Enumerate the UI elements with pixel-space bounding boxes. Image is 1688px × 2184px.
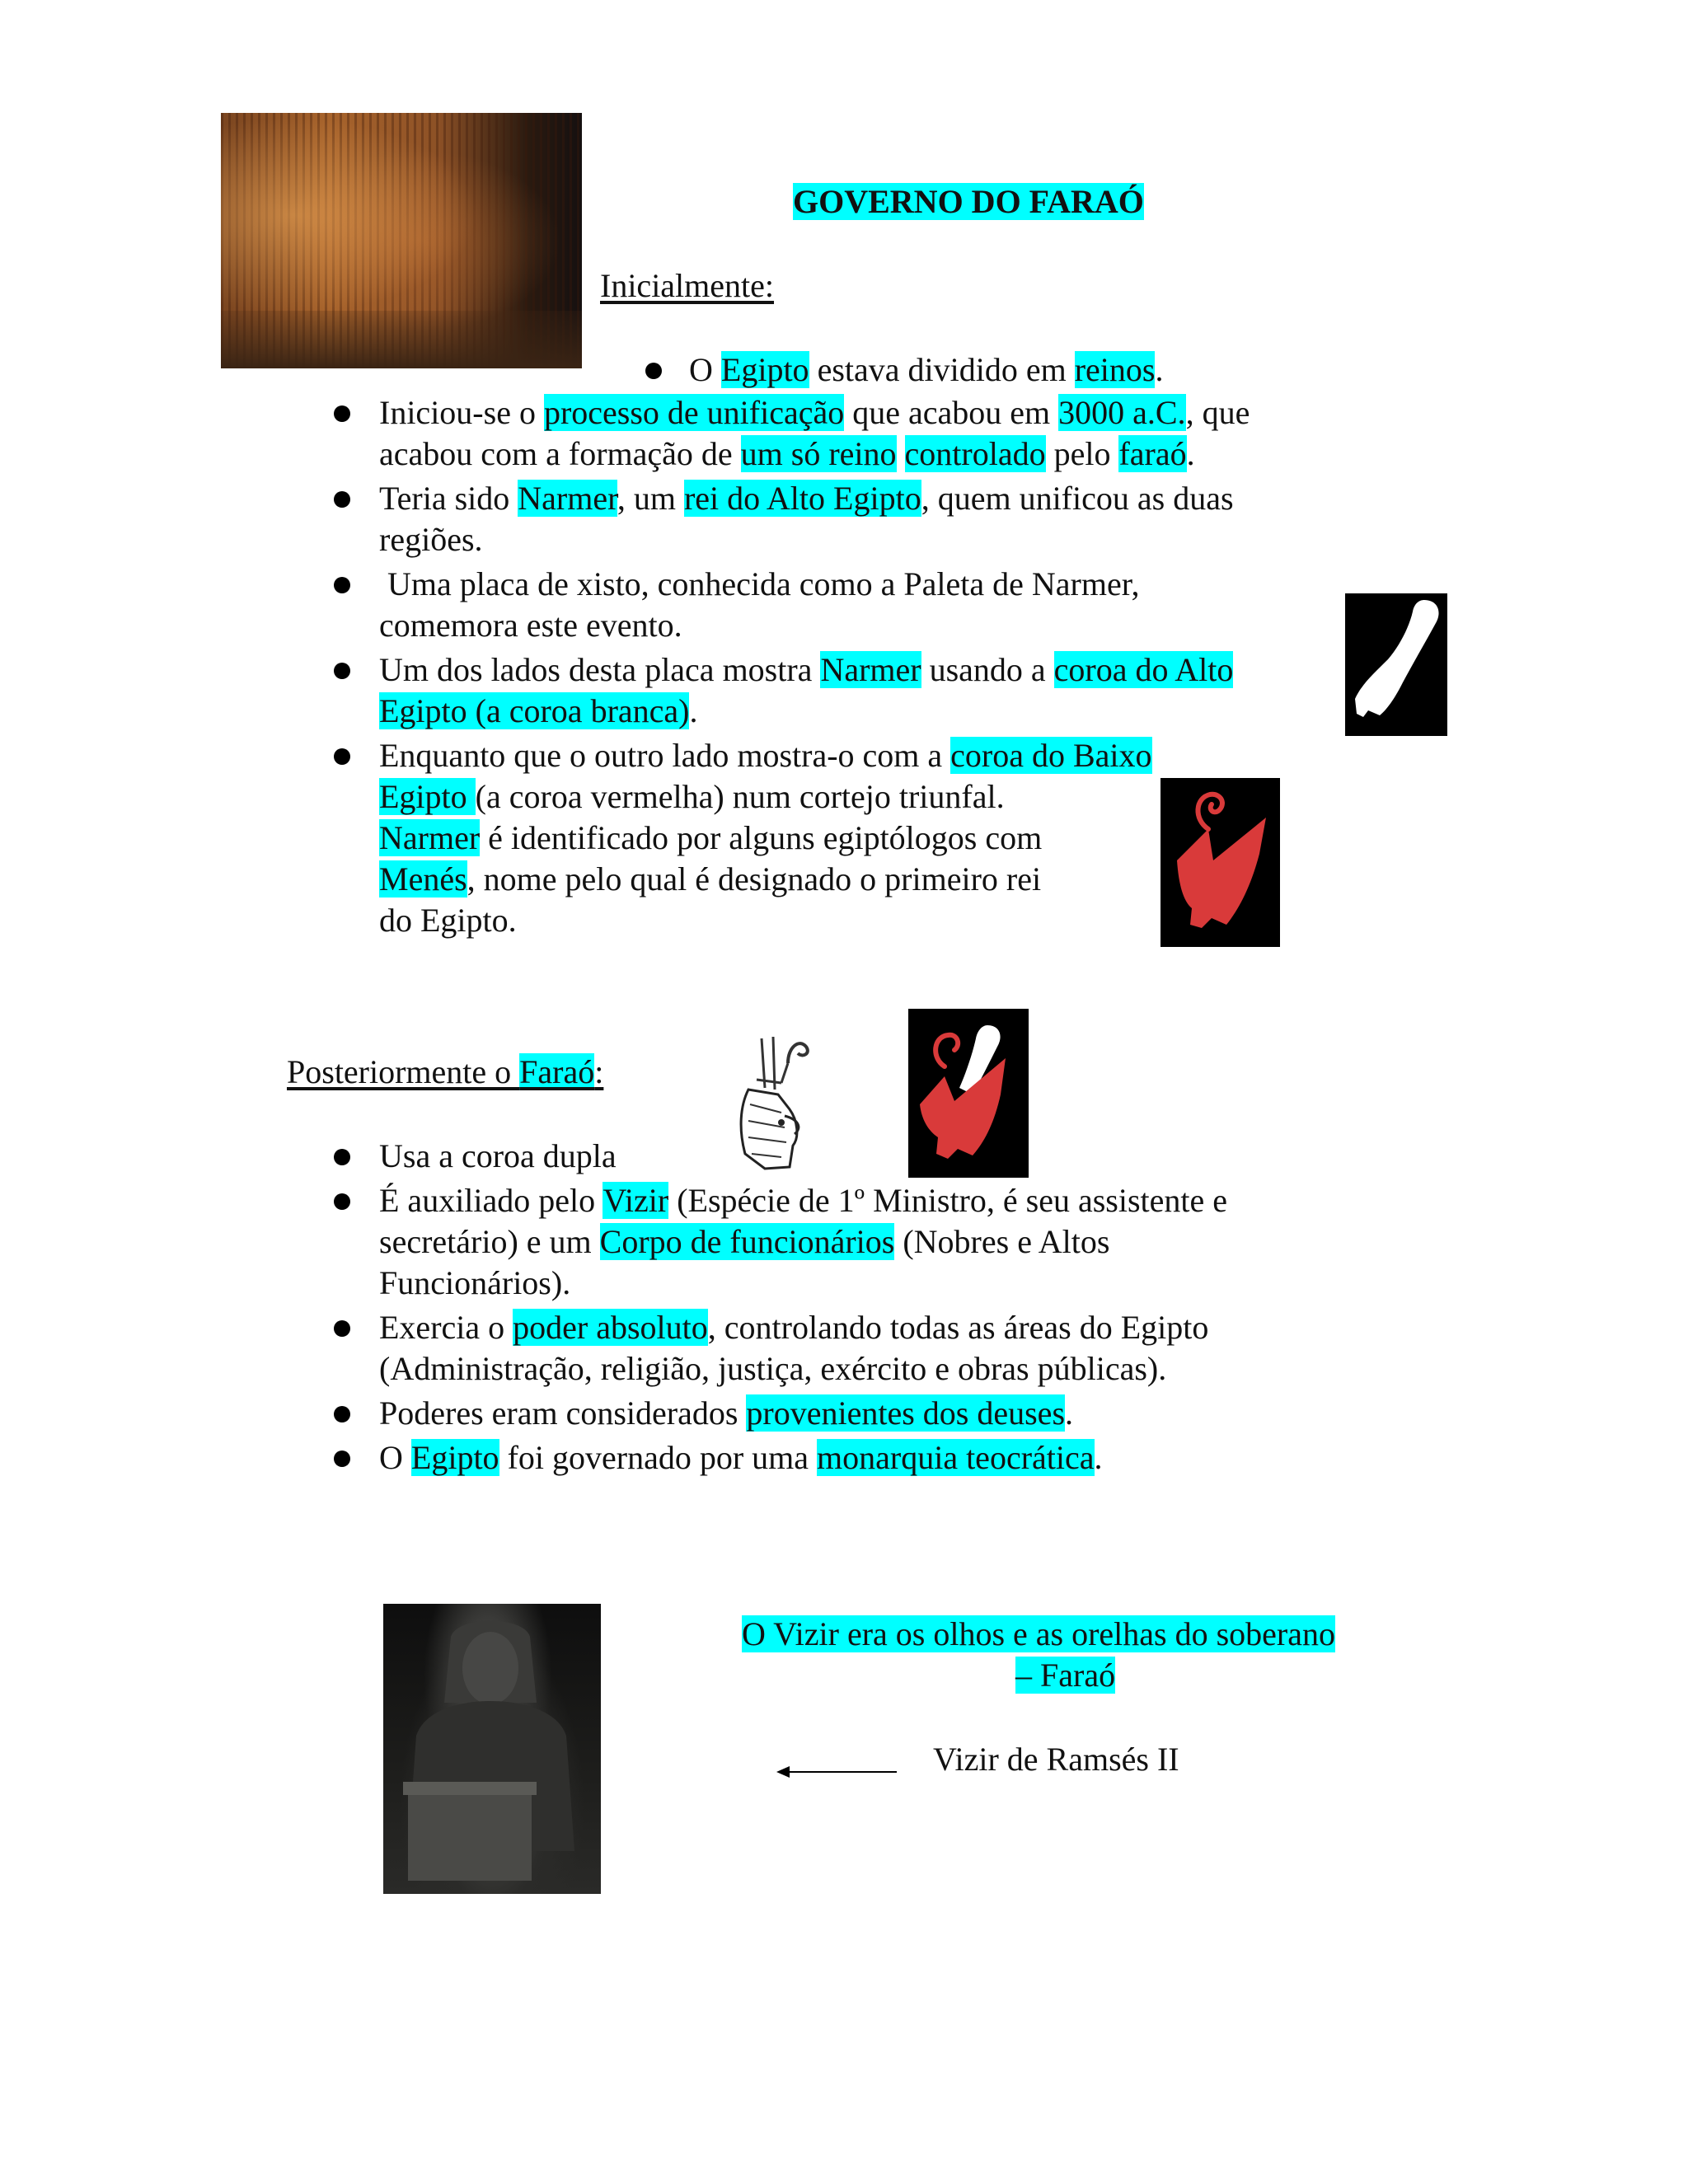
s1-bullet6-line4: Menés, nome pelo qual é designado o primeiro rei bbox=[379, 860, 1042, 898]
title-text: GOVERNO DO FARAÓ bbox=[793, 183, 1144, 220]
bullet-dot bbox=[334, 1149, 350, 1165]
s1-bullet4-line2: comemora este evento. bbox=[379, 607, 682, 644]
s1-bullet4-line1: Uma placa de xisto, conhecida como a Paleta de Narmer, bbox=[379, 565, 1140, 602]
s1-bullet3-line2: regiões. bbox=[379, 521, 483, 558]
s2-bullet2-line3: Funcionários). bbox=[379, 1264, 571, 1301]
s2-bullet5-line1: O Egipto foi governado por uma monarquia teocrática. bbox=[379, 1439, 1103, 1476]
red-crown-icon bbox=[1160, 778, 1280, 947]
s1-bullet2-line2: acabou com a formação de um só reino controlado pelo faraó. bbox=[379, 435, 1195, 472]
left-arrow-icon bbox=[775, 1750, 898, 1770]
vizir-quote-line2: – Faraó bbox=[1015, 1657, 1116, 1694]
s1-bullet5-line1: Um dos lados desta placa mostra Narmer usando a coroa do Alto bbox=[379, 651, 1234, 688]
s1-bullet2-line1: Iniciou-se o processo de unificação que acabou em 3000 a.C., que bbox=[379, 394, 1250, 431]
vizir-statue-image bbox=[383, 1604, 601, 1894]
page-title bbox=[793, 181, 1144, 223]
s1-bullet6-line5: do Egipto. bbox=[379, 902, 517, 939]
s2-bullet1-line1: Usa a coroa dupla bbox=[379, 1137, 617, 1174]
bullet-dot bbox=[334, 1320, 350, 1337]
bullet-dot bbox=[334, 577, 350, 593]
white-crown-icon bbox=[1345, 593, 1447, 736]
bullet-dot bbox=[334, 1193, 350, 1210]
bullet-dot bbox=[334, 748, 350, 765]
bullet-dot bbox=[334, 1451, 350, 1467]
s2-bullet4-line1: Poderes eram considerados provenientes dos deuses. bbox=[379, 1394, 1074, 1432]
s1-bullet6-line3: Narmer é identificado por alguns egiptólogos com bbox=[379, 819, 1043, 856]
s1-bullet6-line2: Egipto (a coroa vermelha) num cortejo triunfal. bbox=[379, 778, 1005, 815]
s1-bullet3-line1: Teria sido Narmer, um rei do Alto Egipto, quem unificou as duas bbox=[379, 480, 1234, 517]
s1-bullet1-line1: O Egipto estava dividido em reinos. bbox=[689, 351, 1164, 388]
bullet-dot bbox=[645, 363, 662, 379]
bullet-dot bbox=[334, 1406, 350, 1422]
vizir-quote-line1: O Vizir era os olhos e as orelhas do soberano bbox=[742, 1615, 1335, 1652]
s1-bullet6-line1: Enquanto que o outro lado mostra-o com a coroa do Baixo bbox=[379, 737, 1152, 774]
horus-double-crown-icon bbox=[724, 1030, 829, 1175]
bullet-dot bbox=[334, 405, 350, 422]
s2-bullet3-line2: (Administração, religião, justiça, exército e obras públicas). bbox=[379, 1350, 1167, 1387]
s1-bullet5-line2: Egipto (a coroa branca). bbox=[379, 692, 698, 729]
section2-heading: Posteriormente o Faraó: bbox=[287, 1053, 604, 1090]
bullet-dot bbox=[334, 663, 350, 679]
s2-bullet3-line1: Exercia o poder absoluto, controlando todas as áreas do Egipto bbox=[379, 1309, 1209, 1346]
s2-bullet2-line1: É auxiliado pelo Vizir (Espécie de 1º Ministro, é seu assistente e bbox=[379, 1182, 1228, 1219]
bullet-dot bbox=[334, 491, 350, 508]
temple-relief-image bbox=[221, 113, 582, 368]
s2-bullet2-line2: secretário) e um Corpo de funcionários (Nobres e Altos bbox=[379, 1223, 1110, 1260]
vizir-caption: Vizir de Ramsés II bbox=[933, 1741, 1179, 1778]
double-crown-icon bbox=[908, 1009, 1029, 1178]
section1-heading: Inicialmente: bbox=[600, 267, 775, 304]
